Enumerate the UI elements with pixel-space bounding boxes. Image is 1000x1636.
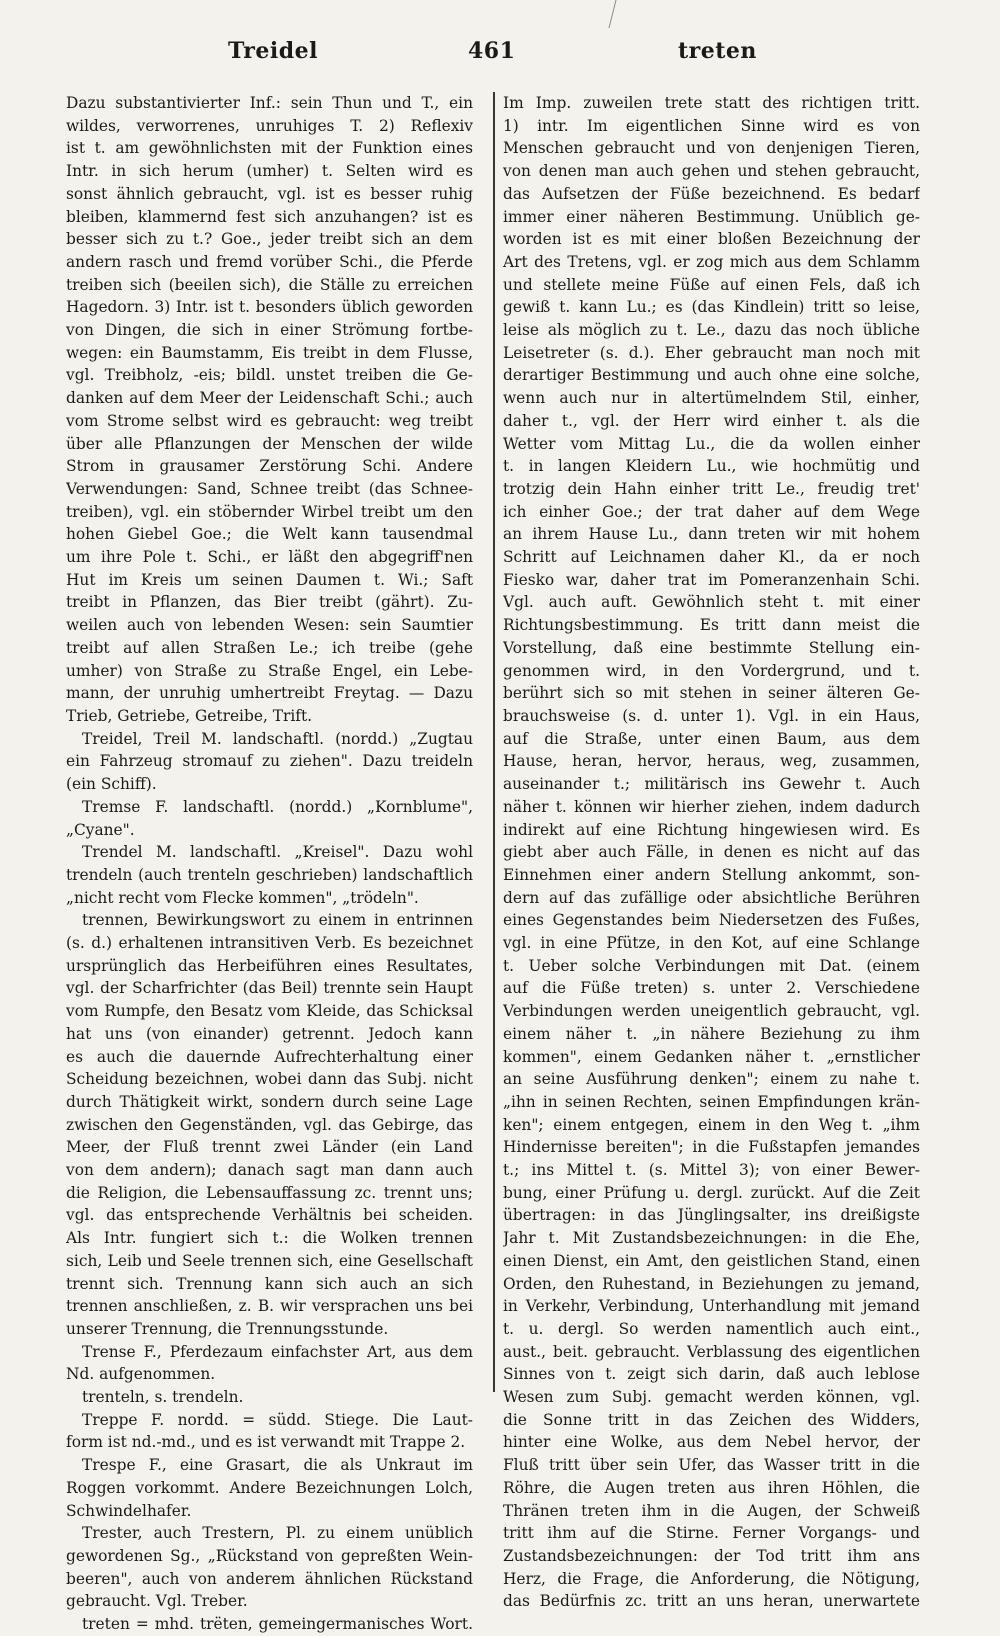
text-line: das Aufsetzen der Füße bezeichnend. Es bedarf [503,184,920,203]
text-line: auf die Straße, unter einen Baum, aus dem [503,729,920,748]
text-line: kommen", einem Gedanken näher t. „ernstlicher [503,1047,920,1066]
text-line: unserer Trennung, die Trennungsstunde. [66,1319,389,1338]
text-line: t.; ins Mittel t. (s. Mittel 3); von einer Bewer- [503,1161,920,1180]
text-line: an ihrem Hause Lu., dann treten wir mit hohem [503,525,920,544]
text-line: Treidel, Treil M. landschaftl. (nordd.) „Zugtau [82,729,473,748]
text-line: trennen, Bewirkungswort zu einem in entrinnen [82,911,473,930]
text-line: Wetter vom Mittag Lu., die da wollen einher [503,434,920,453]
text-line: tritt ihm auf die Stirne. Ferner Vorgangs- und [503,1524,920,1543]
text-line: Trester, auch Trestern, Pl. zu einem unüblich [82,1524,473,1543]
text-line: mann, der unruhig umhertreibt Freytag. — Dazu [66,684,473,703]
text-line: die Sonne tritt in das Zeichen des Widders, [503,1410,920,1429]
text-line: Menschen gebraucht und von denjenigen Tieren, [503,139,920,158]
text-line: näher t. können wir hierher ziehen, indem dadurch [503,797,920,816]
text-line: weilen auch von lebenden Wesen: sein Saumtier [66,616,473,635]
text-line: treibt auf allen Straßen Le.; ich treibe (gehe [66,638,473,657]
text-line: ein Fahrzeug stromauf zu ziehen". Dazu treideln [66,752,473,771]
text-line: dern auf das zufällige oder absichtliche Berühren [503,888,920,907]
text-line: Fluß tritt über sein Ufer, das Wasser tritt in die [503,1456,920,1475]
text-line: hinter eine Wolke, aus dem Nebel hervor, der [503,1433,920,1452]
text-line: (s. d.) erhaltenen intransitiven Verb. Es bezeichnet [66,934,473,953]
text-line: bleiben, klammernd fest sich anzuhangen? ist es [66,207,473,226]
column-divider [493,92,495,1392]
text-line: Jahr t. Mit Zustandsbezeichnungen: in die Ehe, [503,1229,920,1248]
text-line: hohen Giebel Goe.; die Welt kann tausendmal [66,525,473,544]
text-line: Zustandsbezeichnungen: der Tod tritt ihm ans [503,1547,920,1565]
text-line: besser sich zu t.? Goe., jeder treibt sich an dem [66,230,473,249]
text-line: treiben), vgl. ein stöbernder Wirbel treibt um den [66,502,473,521]
text-line: das Bedürfnis zc. tritt an uns heran, unerwartete [503,1592,920,1611]
text-line: treten = mhd. trëten, gemeingermanisches Wort. [82,1615,473,1634]
text-line: Trieb, Getriebe, Getreibe, Trift. [66,706,313,725]
text-line: eines Gegenstandes beim Niedersetzen des Fußes, [503,911,920,930]
text-line: Schritt auf Leichnamen daher Kl., da er noch [503,548,920,567]
text-line: von Dingen, die sich in einer Strömung fortbe- [66,321,473,340]
text-line: Nd. aufgenommen. [66,1365,216,1384]
text-line: trotzig dein Hahn einher tritt Le., freudig tret' [503,479,920,498]
text-line: Vorstellung, daß eine bestimmte Stellung ein- [503,638,920,657]
text-line: Richtungsbestimmung. Es tritt dann meist die [503,616,920,635]
text-line: Trense F., Pferdezaum einfachster Art, aus dem [82,1342,473,1361]
text-line: Hagedorn. 3) Intr. ist t. besonders üblich geworden [66,298,473,317]
text-line: um ihre Pole t. Schi., er läßt den abgegriff'nen [66,548,473,567]
text-line: „ihn in seinen Rechten, seinen Empfindungen krän- [503,1092,920,1111]
header-left-catchword: Treidel [228,38,318,64]
page-number: 461 [468,38,516,64]
text-line: Trespe F., eine Grasart, die als Unkraut im [82,1456,473,1475]
text-line: vom Strome selbst wird es gebraucht: weg treibt [66,411,473,430]
text-line: giebt aber auch Fälle, in denen es nicht auf das [503,843,920,862]
text-line: Leisetreter (s. d.). Eher gebraucht man noch mit [503,343,920,362]
text-line: form ist nd.-md., und es ist verwandt mit Trappe 2. [66,1433,466,1452]
header-right-catchword: treten [678,38,757,64]
text-line: „nicht recht vom Flecke kommen", „trödeln". [66,888,419,907]
text-line: Art des Tretens, vgl. er zog mich aus dem Schlamm [503,252,920,271]
text-line: indirekt auf eine Richtung hingewiesen wird. Es [503,820,920,839]
text-line: ich einher Goe.; der trat daher auf dem Wege [503,502,920,521]
text-line: gewiß t. kann Lu.; es (das Kindlein) tritt so leise, [503,298,920,317]
text-line: auseinander t.; militärisch ins Gewehr t. Auch [503,775,920,794]
text-line: ursprünglich das Herbeiführen eines Resultates, [66,956,473,975]
text-line: gewordenen Sg., „Rückstand von gepreßten Wein- [66,1547,473,1565]
text-line: ist t. am gewöhnlichsten mit der Funktion eines [66,139,473,158]
text-line: vgl. in eine Pfütze, in den Kot, auf eine Schlange [503,934,920,953]
text-line: auf die Füße treten) s. unter 2. Verschiedene [503,979,920,998]
text-line: bung, einer Prüfung u. dergl. zurückt. Auf die Zeit [503,1183,920,1202]
text-line: vgl. das entsprechende Verhältnis bei scheiden. [66,1206,473,1225]
text-line: berührt sich so mit stehen in seiner älteren Ge- [503,684,920,703]
text-line: wegen: ein Baumstamm, Eis treibt in dem Flusse, [66,343,473,362]
text-line: Röhre, die Augen treten aus ihren Höhlen, die [503,1478,920,1497]
text-line: ken"; einem entgegen, einem in den Weg t. „ihm [503,1115,920,1134]
text-line: Thränen treten ihm in die Augen, der Schweiß [503,1501,920,1520]
text-line: wildes, verworrenes, unruhiges T. 2) Reflexiv [66,116,473,135]
text-line: (ein Schiff). [66,775,157,794]
text-line: trenteln, s. trendeln. [82,1388,244,1407]
text-line: Verbindungen werden uneigentlich gebraucht, vgl. [503,1002,920,1021]
text-line: Tremse F. landschaftl. (nordd.) „Kornblume", [82,797,473,816]
text-line: Hut im Kreis um seinen Daumen t. Wi.; Saft [66,570,473,589]
text-line: und stellete meine Füße auf einen Fels, daß ich [503,275,920,294]
text-line: Meer, der Fluß trennt zwei Länder (ein Land [66,1138,473,1157]
text-line: Dazu substantivierter Inf.: sein Thun und T., ein [66,94,473,112]
text-line: wenn auch nur in altertümelndem Stil, einher, [503,389,920,408]
text-line: t. Ueber solche Verbindungen mit Dat. (einem [503,956,920,975]
text-line: Schwindelhafer. [66,1501,192,1520]
text-line: Einnehmen einer andern Stellung ankommt, son- [503,865,920,884]
text-line: in Verkehr, Verbindung, Unterhandlung mit jemand [503,1297,920,1316]
text-line: trendeln (auch trenteln geschrieben) landschaftlich [66,865,473,884]
text-line: hat uns (von einander) getrennt. Jedoch kann [66,1024,473,1043]
text-line: worden ist es mit einer bloßen Bezeichnung der [503,230,920,249]
text-line: aust., beit. gebraucht. Verblassung des eigentlichen [503,1342,920,1361]
right-column [503,92,920,1613]
text-line: Im Imp. zuweilen trete statt des richtigen tritt. [503,94,920,112]
text-line: Vgl. auch auft. Gewöhnlich steht t. mit einer [503,593,920,612]
text-line: von denen man auch gehen und stehen gebraucht, [503,162,920,181]
text-line: derartiger Bestimmung und auch ohne eine solche, [503,366,920,385]
text-line: Orden, den Ruhestand, in Beziehungen zu jemand, [503,1274,920,1293]
text-line: Trendel M. landschaftl. „Kreisel". Dazu wohl [82,843,473,862]
text-line: einen Dienst, ein Amt, den geistlichen Stand, einen [503,1251,920,1270]
text-line: t. u. dergl. So werden namentlich auch eint., [503,1319,920,1338]
text-line: die Religion, die Lebensauffassung zc. trennt uns; [66,1183,473,1202]
text-line: Hause, heran, hervor, heraus, weg, zusammen, [503,752,920,771]
text-line: Treppe F. nordd. = südd. Stiege. Die Laut- [82,1410,473,1429]
text-line: „Cyane". [66,820,135,839]
text-line: beeren", auch von anderem ähnlichen Rückstand [66,1569,473,1588]
text-line: Sinnes von t. zeigt sich darin, daß auch leblose [503,1365,920,1384]
text-line: Intr. in sich herum (umher) t. Selten wird es [66,162,473,181]
text-line: danken auf dem Meer der Leidenschaft Schi.; auch [66,389,473,408]
text-line: sich, Leib und Seele trennen sich, eine Gesellschaft [66,1251,473,1270]
text-line: gebraucht. Vgl. Treber. [66,1592,248,1611]
text-line: umher) von Straße zu Straße Engel, ein Lebe- [66,661,473,680]
text-line: Scheidung bezeichnen, wobei dann das Subj. nicht [66,1070,473,1089]
left-column [66,92,473,1636]
text-line: immer einer näheren Bestimmung. Unüblich ge- [503,207,920,226]
text-line: zwischen den Gegenständen, vgl. das Gebirge, das [66,1115,473,1134]
text-line: sonst ähnlich gebraucht, vgl. ist es besser ruhig [66,184,473,203]
text-line: t. in langen Kleidern Lu., wie hochmütig und [503,457,920,476]
text-line: daher t., vgl. der Herr wird einher t. als die [503,411,920,430]
text-line: Als Intr. fungiert sich t.: die Wolken trennen [66,1229,473,1248]
text-line: an seine Ausführung denken"; einem zu nahe t. [503,1070,920,1089]
text-line: treibt in Pflanzen, das Bier treibt (gährt). Zu- [66,593,473,612]
text-line: andern rasch und fremd vorüber Schi., die Pferde [66,252,473,271]
text-line: durch Thätigkeit wirkt, sondern durch seine Lage [66,1092,473,1111]
text-line: einem näher t. „in nähere Beziehung zu ihm [503,1024,920,1043]
text-line: Fiesko war, daher trat im Pomeranzenhain Schi. [503,570,920,589]
text-line: über alle Pflanzungen der Menschen der wilde [66,434,473,453]
text-line: vom Rumpfe, den Besatz vom Kleide, das Schicksal [66,1002,473,1021]
text-line: es auch die dauernde Aufrechterhaltung einer [66,1047,473,1066]
text-line: Hindernisse bereiten"; in die Fußstapfen jemandes [503,1138,920,1157]
text-line: 1) intr. Im eigentlichen Sinne wird es von [503,116,920,135]
text-line: Strom in grausamer Zerstörung Schi. Andere [66,457,473,476]
text-line: vgl. Treibholz, -eis; bildl. unstet treiben die Ge- [66,366,473,385]
text-line: trennen anschließen, z. B. wir versprachen uns bei [66,1297,473,1316]
text-line: Roggen vorkommt. Andere Bezeichnungen Lolch, [66,1478,473,1497]
text-line: übertragen: in das Jünglingsalter, ins dreißigste [503,1206,920,1225]
text-line: treiben sich (beeilen sich), die Ställe zu erreichen [66,275,473,294]
text-line: von dem andern); danach sagt man dann auch [66,1161,473,1180]
page-header [0,38,1000,78]
text-line: Verwendungen: Sand, Schnee treibt (das Schnee- [66,479,473,498]
text-line: Herz, die Frage, die Anforderung, die Nötigung, [503,1569,920,1588]
text-line: leise als möglich zu t. Le., dazu das noch übliche [503,321,920,340]
text-line: brauchsweise (s. d. unter 1). Vgl. in ein Haus, [503,706,920,725]
text-line: genommen wird, in den Vordergrund, und t. [503,661,920,680]
text-line: trennt sich. Trennung kann sich auch an sich [66,1274,473,1293]
text-line: vgl. der Scharfrichter (das Beil) trennte sein Haupt [66,979,473,998]
page-crease-mark [595,0,617,28]
text-line: Wesen zum Subj. gemacht werden können, vgl. [503,1388,920,1407]
